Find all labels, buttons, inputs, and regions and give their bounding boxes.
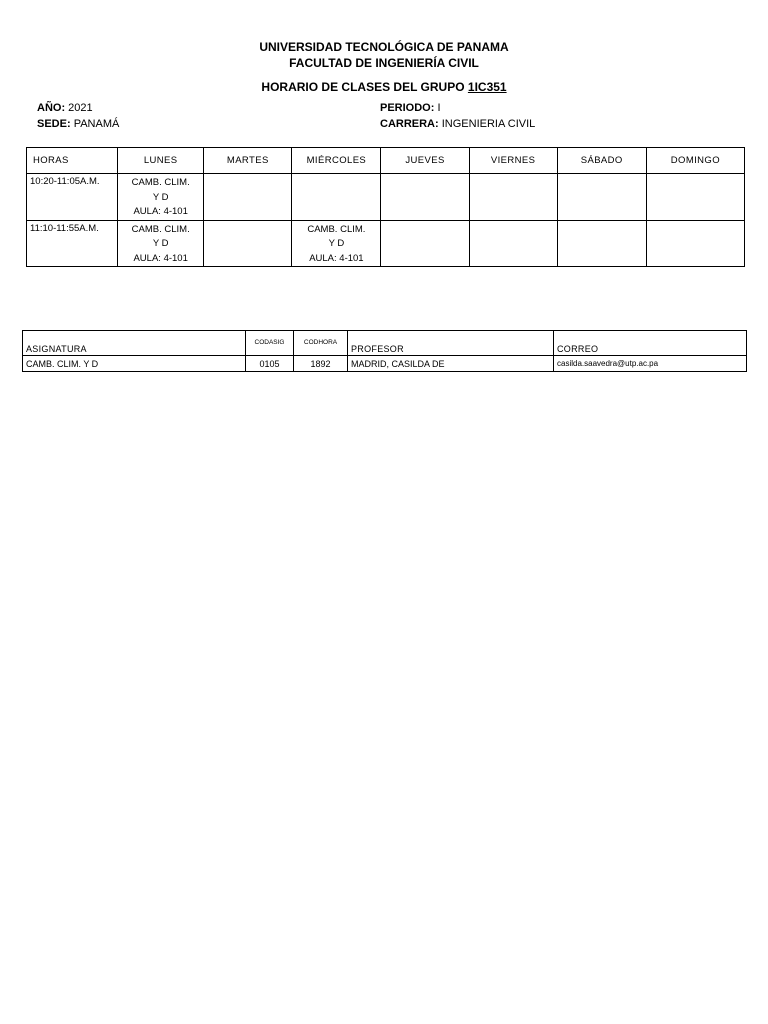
col-header-codasig: CODASIG <box>246 331 294 356</box>
col-header-tuesday: MARTES <box>204 148 292 174</box>
time-slot: 10:20-11:05A.M. <box>27 174 118 221</box>
schedule-cell <box>557 220 646 267</box>
career-value: INGENIERIA CIVIL <box>441 118 536 130</box>
sede-field <box>37 118 119 130</box>
classroom: AULA: 4-101 <box>309 252 364 264</box>
university-title: UNIVERSIDAD TECNOLÓGICA DE PANAMA <box>259 40 509 54</box>
schedule-cell <box>204 220 292 267</box>
col-header-hours: HORAS <box>27 148 118 174</box>
class-name-line1: CAMB. CLIM. <box>131 223 190 235</box>
professor-email: casilda.saavedra@utp.ac.pa <box>554 356 747 372</box>
year-label: AÑO: <box>37 102 66 114</box>
col-header-friday: VIERNES <box>469 148 557 174</box>
col-header-thursday: JUEVES <box>381 148 469 174</box>
schedule-cell <box>381 220 469 267</box>
year-field <box>37 102 93 114</box>
class-name-line2: Y D <box>152 191 169 203</box>
sede-label: SEDE: <box>37 118 71 130</box>
col-header-professor: PROFESOR <box>348 331 554 356</box>
schedule-cell <box>292 174 381 221</box>
professor-name: MADRID, CASILDA DE <box>348 356 554 372</box>
time-slot: 11:10-11:55A.M. <box>27 220 118 267</box>
col-header-sunday: DOMINGO <box>646 148 744 174</box>
schedule-cell <box>469 174 557 221</box>
period-value: I <box>437 102 441 114</box>
period-field <box>380 102 441 114</box>
career-field <box>380 118 535 130</box>
faculty-title: FACULTAD DE INGENIERÍA CIVIL <box>289 56 479 70</box>
schedule-cell <box>381 174 469 221</box>
subjects-table <box>22 330 747 372</box>
schedule-cell <box>118 174 204 221</box>
schedule-cell <box>646 174 744 221</box>
schedule-header-row <box>27 148 745 174</box>
group-code: 1IC351 <box>467 80 507 94</box>
schedule-cell <box>557 174 646 221</box>
schedule-row <box>27 174 745 221</box>
col-header-wednesday: MIÉRCOLES <box>292 148 381 174</box>
schedule-row <box>27 220 745 267</box>
subject-row <box>23 356 747 372</box>
class-name-line1: CAMB. CLIM. <box>131 177 190 188</box>
subjects-header-row <box>23 331 747 356</box>
col-header-codhora: CODHORA <box>294 331 348 356</box>
subject-code: 0105 <box>246 356 294 372</box>
schedule-cell <box>292 220 381 267</box>
schedule-cell <box>646 220 744 267</box>
year-value: 2021 <box>68 102 93 114</box>
class-name-line2: Y D <box>328 238 345 249</box>
classroom: AULA: 4-101 <box>133 252 188 264</box>
schedule-code: 1892 <box>294 356 348 372</box>
schedule-title <box>0 80 768 94</box>
career-label: CARRERA: <box>380 118 439 130</box>
sede-value: PANAMÁ <box>73 118 120 130</box>
class-name-line1: CAMB. CLIM. <box>307 223 366 235</box>
schedule-cell <box>204 174 292 221</box>
schedule-cell <box>118 220 204 267</box>
classroom: AULA: 4-101 <box>133 206 188 217</box>
col-header-monday: LUNES <box>118 148 204 174</box>
period-label: PERIODO: <box>380 102 435 114</box>
col-header-email: CORREO <box>554 331 747 356</box>
schedule-cell <box>469 220 557 267</box>
col-header-subject: ASIGNATURA <box>23 331 246 356</box>
subject-name: CAMB. CLIM. Y D <box>23 356 246 372</box>
schedule-table <box>26 147 745 267</box>
col-header-saturday: SÁBADO <box>557 148 646 174</box>
schedule-title-text: HORARIO DE CLASES DEL GRUPO <box>261 80 465 94</box>
class-name-line2: Y D <box>152 238 169 249</box>
